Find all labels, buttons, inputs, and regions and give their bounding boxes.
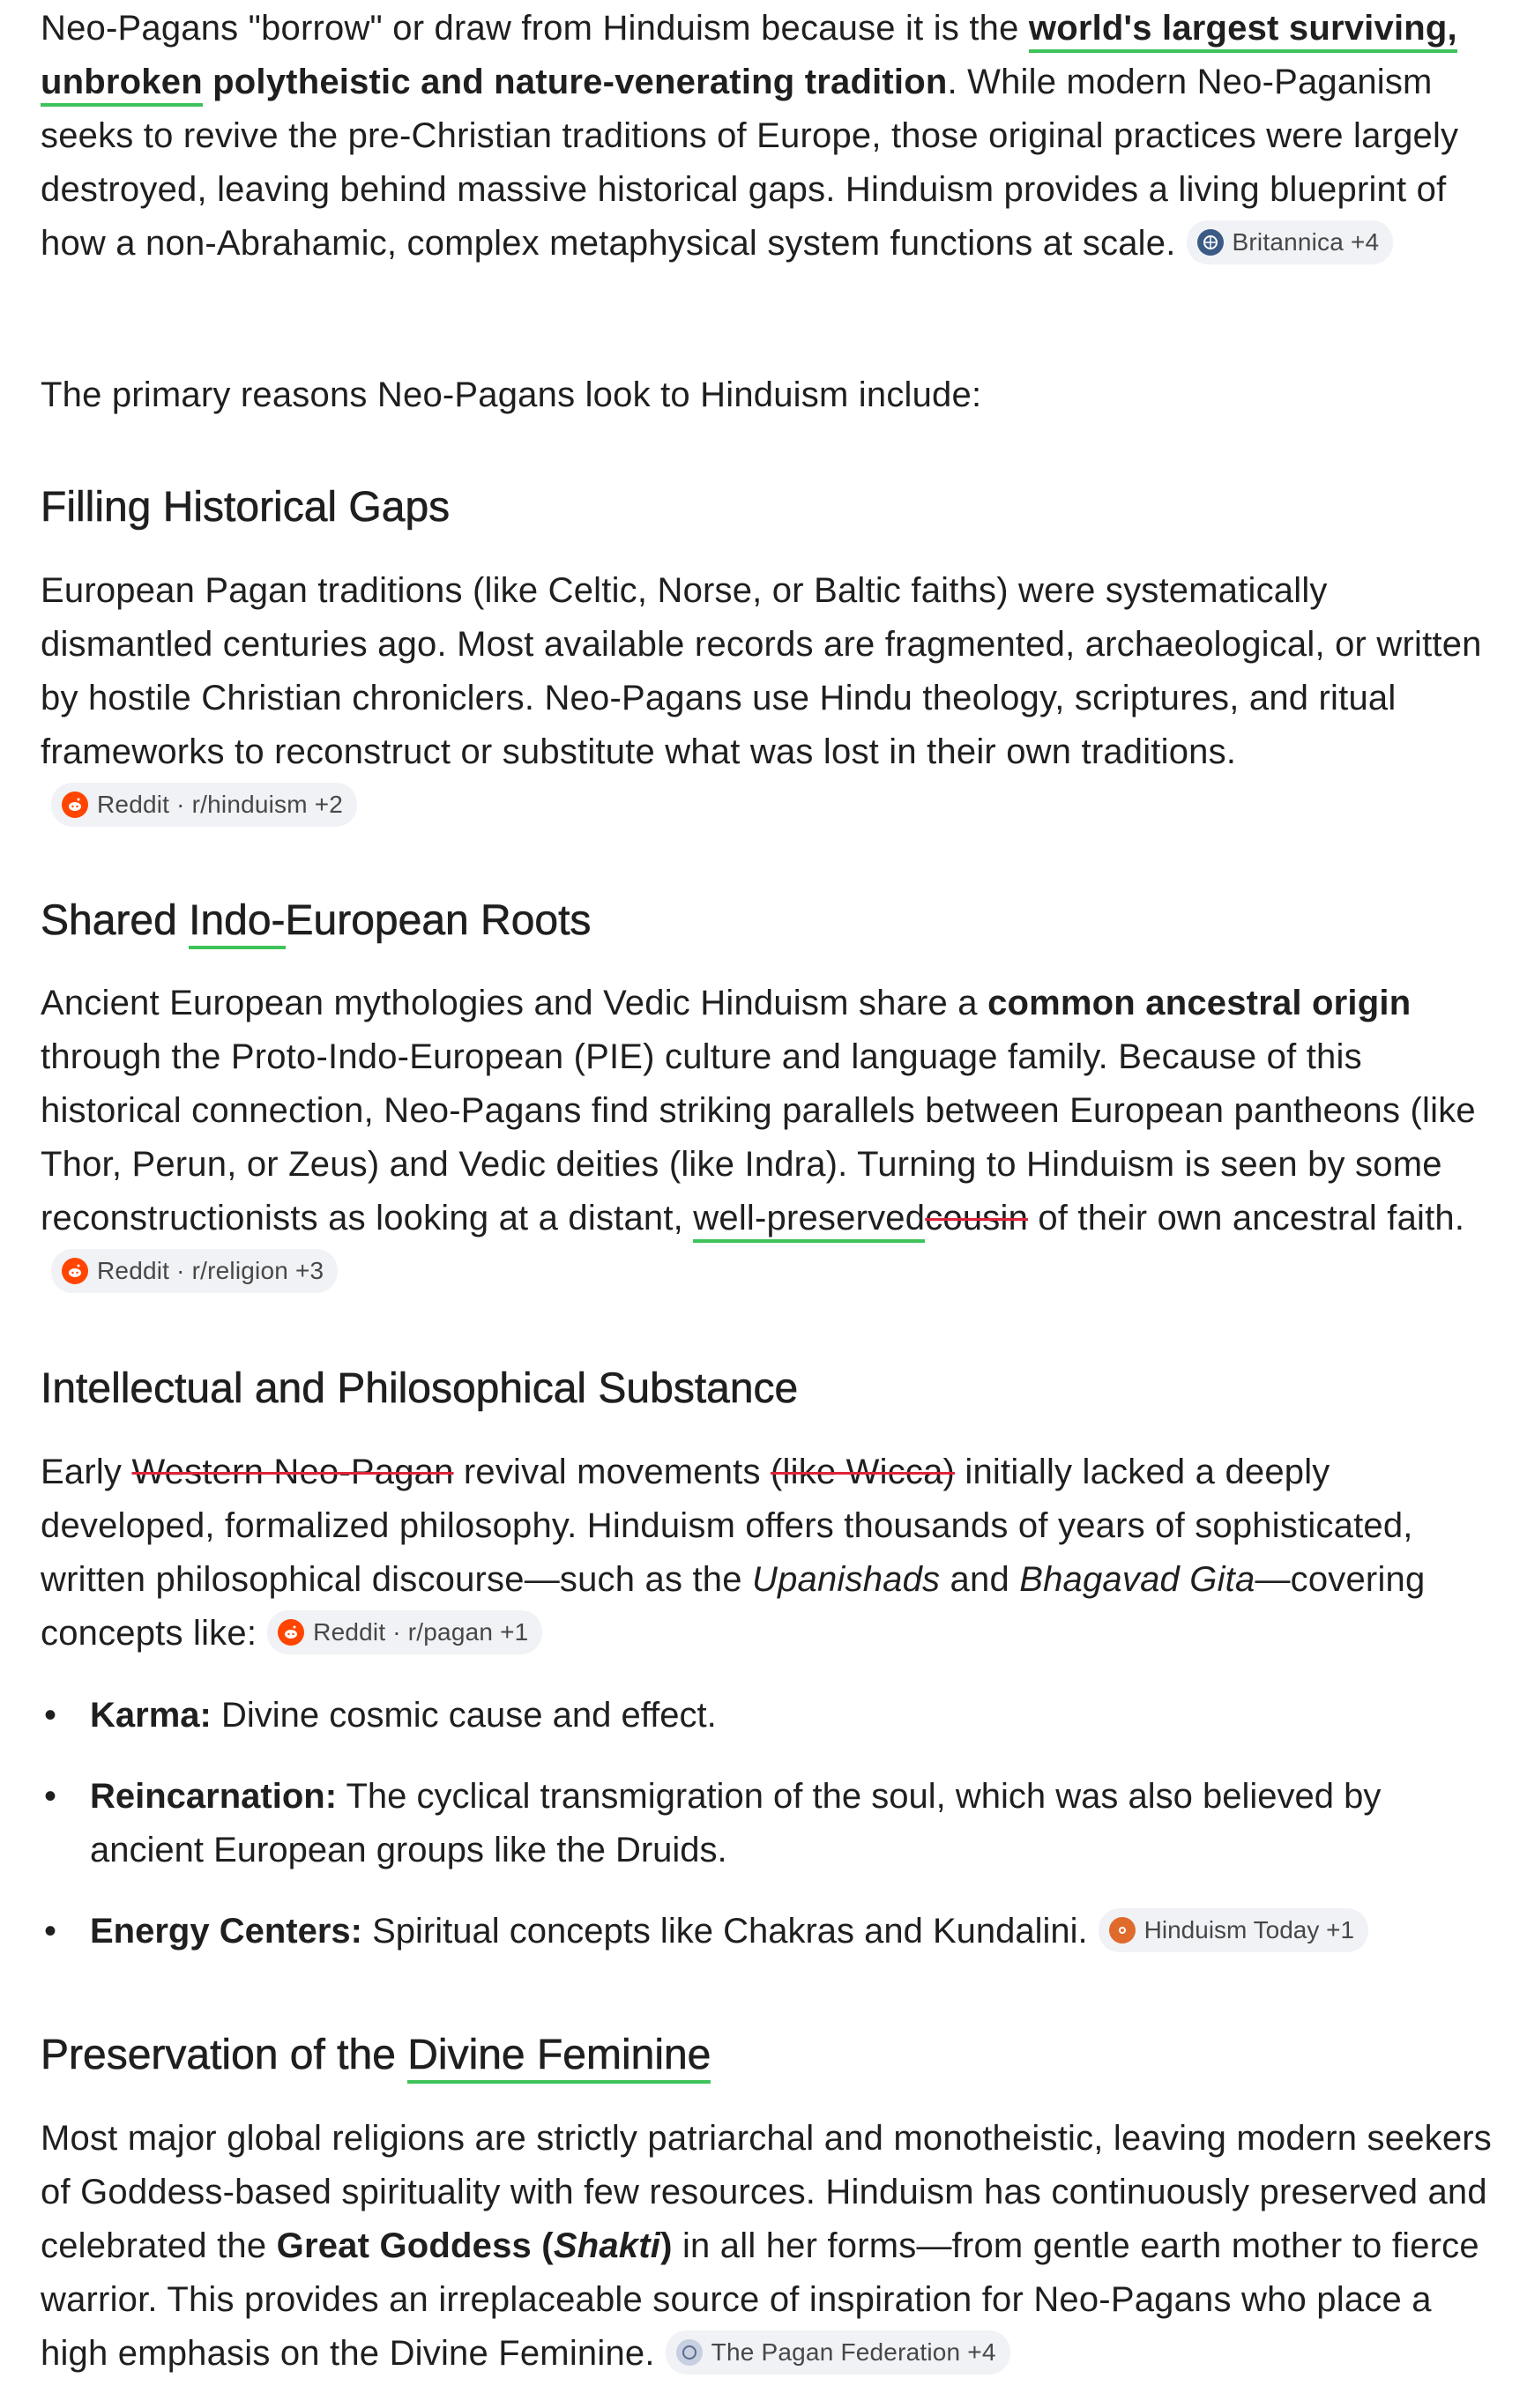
bullet-term: Energy Centers: (90, 1912, 362, 1951)
pagan-federation-icon (676, 2339, 703, 2366)
hinduism-today-icon (1109, 1917, 1136, 1943)
heading-part: Shared (41, 897, 190, 944)
roots-text-2: through the Proto-Indo-European (PIE) culture and language family. Because of this historical connection, Neo-Pagans find striking parallels between European pantheons (like Thor, Perun, or Zeus) and Vedic deities (like Indra). Turning to Hinduism is seen by some reconstructionists as looking at a distant, (41, 1037, 1476, 1237)
section-gaps-text (41, 564, 1495, 833)
intro-text-2: . While modern Neo-Paganism seeks to revive the pre-Christian traditions of Europe, those original practices were largely destroyed, leaving behind massive historical gaps. Hinduism provides a living blueprint of how a non-Abrahamic, complex metaphysical system functions at scale. (41, 63, 1459, 263)
section-philosophy-text (41, 1446, 1495, 1661)
bullet-text: The cyclical transmigration of the soul, which was also believed by ancient European groups like the Druids. (90, 1777, 1382, 1869)
highlight-largest: world's largest surviving, (1029, 9, 1457, 53)
list-item (41, 1770, 1495, 1877)
intro-text (41, 2, 1495, 271)
philosophy-text-2: revival movements (453, 1453, 771, 1491)
italic-upanishads: Upanishads (751, 1560, 941, 1599)
intro-paragraph (41, 2, 1495, 271)
feminine-text-2: in all her forms—from gentle earth mother to fierce warrior. This provides an irreplaceable source of inspiration for Neo-Pagans who place a high emphasis on the Divine Feminine. (41, 2226, 1479, 2373)
heading-part: European Roots (285, 897, 592, 944)
section-gaps-body (41, 564, 1495, 833)
reasons-text: The primary reasons Neo-Pagans look to Hinduism include: (41, 375, 982, 414)
bold-common-origin: common ancestral origin (987, 984, 1412, 1022)
section-heading: Intellectual and Philosophical Substance (41, 1365, 799, 1412)
source-chip-label: Britannica +4 (1232, 228, 1380, 256)
section-feminine-body (41, 2112, 1495, 2381)
section-feminine (41, 2029, 1495, 2082)
bullet-text: Spiritual concepts like Chakras and Kundalini. (361, 1912, 1088, 1951)
section-philosophy (41, 1363, 1495, 1416)
heading-part: Preservation of the (41, 2032, 408, 2078)
source-chip-reddit-religion[interactable] (51, 1249, 338, 1293)
source-chip-label: Reddit · r/religion +3 (97, 1257, 324, 1284)
strike-like-wicca: (like Wicca) (771, 1453, 956, 1491)
intro-bold-rest: polytheistic and nature-venerating tradition (202, 63, 948, 101)
section-heading (41, 2029, 1495, 2082)
section-roots-body (41, 977, 1495, 1299)
highlight-unbroken: unbroken (41, 63, 203, 107)
concepts-list-2 (41, 1770, 1495, 1877)
source-chip-hinduism-today[interactable] (1099, 1908, 1368, 1952)
highlight-divine-feminine: Divine Feminine (407, 2032, 711, 2084)
section-heading: Filling Historical Gaps (41, 484, 451, 531)
section-philosophy-body (41, 1446, 1495, 1661)
highlight-well-preserved: well-preserved (693, 1199, 925, 1243)
section-roots-text (41, 977, 1495, 1299)
italic-bhagavad-gita: Bhagavad Gita (1019, 1560, 1255, 1599)
reddit-icon (62, 792, 88, 818)
concepts-list (41, 1689, 1495, 1743)
reddit-icon (278, 1619, 304, 1646)
list-item (41, 1689, 1495, 1743)
reasons-intro (41, 368, 1495, 422)
bullet-text: Divine cosmic cause and effect. (211, 1696, 717, 1735)
philosophy-text-3: initially lacked a deeply developed, formalized philosophy. Hinduism offers thousands of years of sophisticated, written philosophical discourse—such as the (41, 1453, 1413, 1599)
intro-text-1: Neo-Pagans "borrow" or draw from Hinduism because it is the (41, 9, 1029, 48)
section-roots (41, 895, 1495, 948)
source-chip-pagan-federation[interactable] (666, 2330, 1010, 2375)
strike-western-neo-pagan: Western Neo-Pagan (131, 1453, 454, 1491)
source-chip-label: Reddit · r/hinduism +2 (97, 791, 344, 818)
strike-cousin: cousin (925, 1199, 1029, 1237)
section-gaps (41, 481, 1495, 534)
source-chip-britannica[interactable] (1187, 220, 1394, 264)
concepts-list-3 (41, 1905, 1495, 1958)
highlight-indo: Indo- (189, 897, 285, 949)
source-chip-label: Reddit · r/pagan +1 (313, 1618, 529, 1646)
reddit-icon (62, 1258, 88, 1284)
feminine-text-1: Most major global religions are strictly patriarchal and monotheistic, leaving modern seekers of Goddess-based spirituality with few resources. Hinduism has continuously preserved and celebrated the (41, 2119, 1493, 2265)
philosophy-text-4: and (940, 1560, 1020, 1599)
philosophy-text-5: —covering concepts like: (41, 1560, 1426, 1653)
britannica-icon (1197, 229, 1224, 256)
bold-great-goddess: Great Goddess ( (276, 2226, 554, 2265)
bullet-term: Karma: (90, 1696, 212, 1735)
roots-text-3: of their own ancestral faith. (1028, 1199, 1465, 1237)
section-feminine-text (41, 2112, 1495, 2381)
list-item (41, 1905, 1495, 1958)
bold-close-paren: ) (660, 2226, 673, 2265)
italic-shakti: Shakti (553, 2226, 661, 2265)
roots-text-1: Ancient European mythologies and Vedic Hinduism share a (41, 984, 988, 1022)
source-chip-label: Hinduism Today +1 (1143, 1916, 1355, 1943)
gaps-body: European Pagan traditions (like Celtic, Norse, or Baltic faiths) were systematically dismantled centuries ago. Most available records are fragmented, archaeological, or written by hostile Christian chroniclers. Neo-Pagans use Hindu theology, scriptures, and ritual frameworks to reconstruct or substitute what was lost in their own traditions. (41, 571, 1482, 771)
source-chip-reddit-hinduism[interactable] (51, 783, 357, 827)
philosophy-text-1: Early (41, 1453, 132, 1491)
source-chip-reddit-pagan[interactable] (267, 1610, 542, 1654)
source-chip-label: The Pagan Federation +4 (711, 2338, 996, 2366)
section-heading (41, 895, 1495, 948)
bullet-term: Reincarnation: (90, 1777, 338, 1816)
